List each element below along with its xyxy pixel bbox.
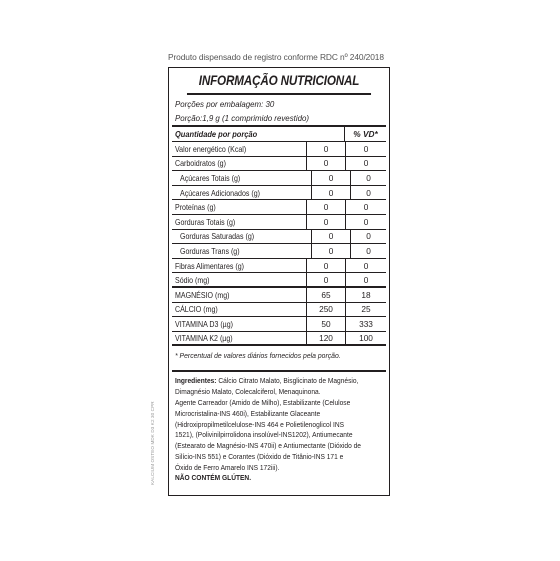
nutrient-vd: 0	[350, 244, 386, 258]
side-vertical-text: KALCIUM OSTEO MDK D3 K2 30 CPR	[150, 401, 155, 485]
nutrient-vd: 18	[345, 288, 386, 302]
nutrient-quantity: 0	[306, 259, 345, 273]
ingredients-line: Silício-INS 551) e Corantes (Dióxido de Titânio-INS 171 e	[175, 451, 344, 461]
nutrient-quantity: 0	[311, 230, 350, 244]
ingredients-line: Ingredientes: Cálcio Citrato Malato, Bisglicinato de Magnésio,	[175, 376, 359, 386]
nutrition-label	[168, 67, 390, 496]
table-row	[172, 186, 386, 201]
header-vd: % VD*	[344, 127, 386, 141]
nutrient-name: Açúcares Adicionados (g)	[180, 187, 260, 198]
table-row	[172, 332, 386, 347]
serving-info	[172, 95, 386, 127]
nutrient-vd: 0	[350, 230, 386, 244]
nutrient-vd: 25	[345, 303, 386, 317]
nutrient-quantity: 0	[306, 215, 345, 229]
nutrient-vd: 0	[350, 186, 386, 200]
nutrient-name: Carboidratos (g)	[175, 158, 226, 169]
table-row	[172, 317, 386, 332]
label-title: INFORMAÇÃO NUTRICIONAL	[187, 68, 371, 95]
registration-notice: Produto dispensado de registro conforme RDC nº 240/2018	[168, 52, 384, 62]
nutrient-vd: 0	[345, 200, 386, 214]
nutrient-vd: 100	[345, 332, 386, 345]
nutrient-vd: 0	[345, 157, 386, 171]
ingredients-line: (Estearato de Magnésio-INS 470ii) e Antiumectante (Dióxido de	[175, 441, 361, 451]
ingredients-label: Ingredientes:	[175, 376, 217, 386]
nutrient-name: Açúcares Totais (g)	[180, 172, 241, 183]
nutrient-name: Gorduras Trans (g)	[180, 245, 240, 256]
nutrient-quantity: 0	[306, 273, 345, 286]
ingredients-line: 1521), (Polivinilpirrolidona insolúvel-INS1202), Antiumecante	[175, 430, 353, 440]
nutrient-name: Valor energético (Kcal)	[175, 143, 247, 154]
footnote: * Percentual de valores diários fornecidos pela porção.	[172, 346, 386, 372]
table-row	[172, 171, 386, 186]
nutrient-quantity: 0	[311, 171, 350, 185]
table-row	[172, 230, 386, 245]
nutrient-quantity: 0	[311, 186, 350, 200]
nutrient-quantity: 0	[306, 157, 345, 171]
table-header	[172, 127, 386, 142]
nutrient-quantity: 0	[306, 200, 345, 214]
table-row	[172, 215, 386, 230]
nutrient-vd: 0	[345, 259, 386, 273]
table-row	[172, 244, 386, 259]
nutrient-quantity: 65	[306, 288, 345, 302]
ingredients-line: Dimagnésio Malato, Colecalciferol, Menaquinona.	[175, 387, 321, 397]
micronutrient-rows	[169, 288, 389, 346]
table-row	[172, 273, 386, 288]
ingredients	[172, 372, 386, 484]
nutrient-vd: 0	[345, 273, 386, 286]
ingredients-line: Óxido de Ferro Amarelo INS 172iii).	[175, 462, 280, 472]
ingredients-line: Microcristalina-INS 460i), Estabilizante Glaceante	[175, 408, 321, 418]
table-row	[172, 200, 386, 215]
table-row	[172, 303, 386, 318]
nutrient-quantity: 250	[306, 303, 345, 317]
nutrient-name: CÁLCIO (mg)	[175, 304, 218, 315]
table-row	[172, 157, 386, 172]
ingredients-line: (Hidroxipropilmetilcelulose-INS 464 e Polietilenoglicol INS	[175, 419, 345, 429]
table-row	[172, 259, 386, 274]
table-row	[172, 288, 386, 303]
nutrient-name: Proteínas (g)	[175, 202, 216, 213]
header-quantity: Quantidade por porção	[175, 129, 258, 139]
serving-size: Porção:1,9 g (1 comprimido revestido)	[175, 113, 310, 123]
nutrient-rows	[169, 142, 389, 288]
nutrient-quantity: 0	[306, 142, 345, 156]
ingredients-line: Agente Carreador (Amido de Milho), Estabilizante (Celulose	[175, 397, 351, 407]
nutrient-quantity: 50	[306, 317, 345, 331]
nutrient-name: Gorduras Saturadas (g)	[180, 231, 255, 242]
nutrient-vd: 0	[345, 142, 386, 156]
gluten-statement: NÃO CONTÉM GLÚTEN.	[175, 473, 252, 483]
nutrient-quantity: 120	[306, 332, 345, 345]
nutrient-quantity: 0	[311, 244, 350, 258]
table-row	[172, 142, 386, 157]
nutrient-vd: 0	[350, 171, 386, 185]
nutrient-name: MAGNÉSIO (mg)	[175, 289, 230, 300]
servings-per-pack: Porções por embalagem: 30	[175, 99, 275, 109]
nutrient-name: Gorduras Totais (g)	[175, 216, 236, 227]
nutrient-name: Sódio (mg)	[175, 274, 210, 285]
nutrient-vd: 0	[345, 215, 386, 229]
nutrient-name: Fibras Alimentares (g)	[175, 260, 244, 271]
nutrient-vd: 333	[345, 317, 386, 331]
nutrient-name: VITAMINA K2 (µg)	[175, 333, 233, 344]
nutrient-name: VITAMINA D3 (µg)	[175, 318, 234, 329]
